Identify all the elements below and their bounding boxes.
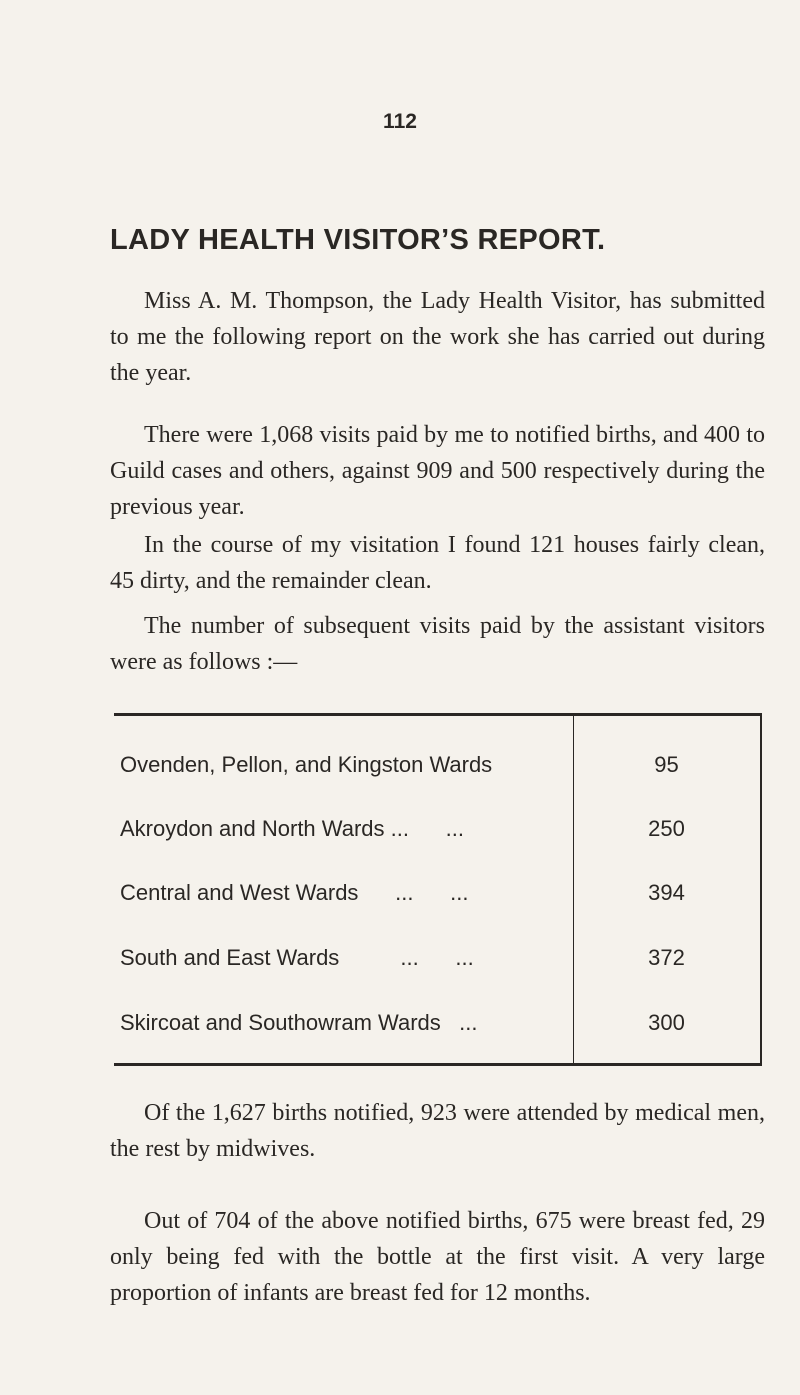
paragraph-births-attended bbox=[110, 1095, 765, 1167]
paragraph-intro bbox=[110, 283, 765, 391]
paragraph-intro-text: Miss A. M. Thompson, the Lady Health Visitor, has submitted to me the following report on the work she has carried out during the year. bbox=[110, 288, 765, 386]
ward-name: Central and West Wards ... ... bbox=[120, 880, 469, 905]
ward-name: Akroydon and North Wards ... ... bbox=[120, 816, 464, 841]
visit-count: 394 bbox=[648, 880, 685, 905]
visit-count: 250 bbox=[648, 816, 685, 841]
paragraph-visits bbox=[110, 417, 765, 525]
paragraph-breast-feeding-text: Out of 704 of the above notified births, 675 were breast fed, 29 only being fed with the bottle at the first visit. A very large proportion of infants are breast fed for 12 months. bbox=[110, 1208, 765, 1306]
ward-name: South and East Wards ... ... bbox=[120, 945, 474, 970]
ward-name: Skircoat and Southowram Wards ... bbox=[120, 1010, 478, 1035]
table-row bbox=[114, 816, 760, 852]
paragraph-houses bbox=[110, 527, 765, 599]
table-row bbox=[114, 880, 760, 916]
paragraph-visits-text: There were 1,068 visits paid by me to notified births, and 400 to Guild cases and others, against 909 and 500 respectively during the previous year. bbox=[110, 422, 765, 520]
report-title: LADY HEALTH VISITOR’S REPORT. bbox=[110, 224, 606, 256]
page-number: 112 bbox=[383, 110, 417, 133]
paragraph-houses-text: In the course of my visitation I found 121 houses fairly clean, 45 dirty, and the remainder clean. bbox=[110, 532, 765, 594]
paragraph-breast-feeding bbox=[110, 1203, 765, 1311]
ward-name: Ovenden, Pellon, and Kingston Wards bbox=[120, 752, 493, 777]
table-row bbox=[114, 1010, 760, 1046]
visit-count: 372 bbox=[648, 945, 685, 970]
visit-count: 95 bbox=[654, 752, 679, 777]
ward-visits-table bbox=[114, 713, 762, 1066]
paragraph-births-attended-text: Of the 1,627 births notified, 923 were attended by medical men, the rest by midwives. bbox=[110, 1100, 765, 1162]
table-row bbox=[114, 752, 760, 788]
paragraph-subsequent-visits bbox=[110, 608, 765, 680]
table-row bbox=[114, 945, 760, 981]
paragraph-subsequent-visits-text: The number of subsequent visits paid by the assistant visitors were as follows :— bbox=[110, 613, 765, 675]
visit-count: 300 bbox=[648, 1010, 685, 1035]
